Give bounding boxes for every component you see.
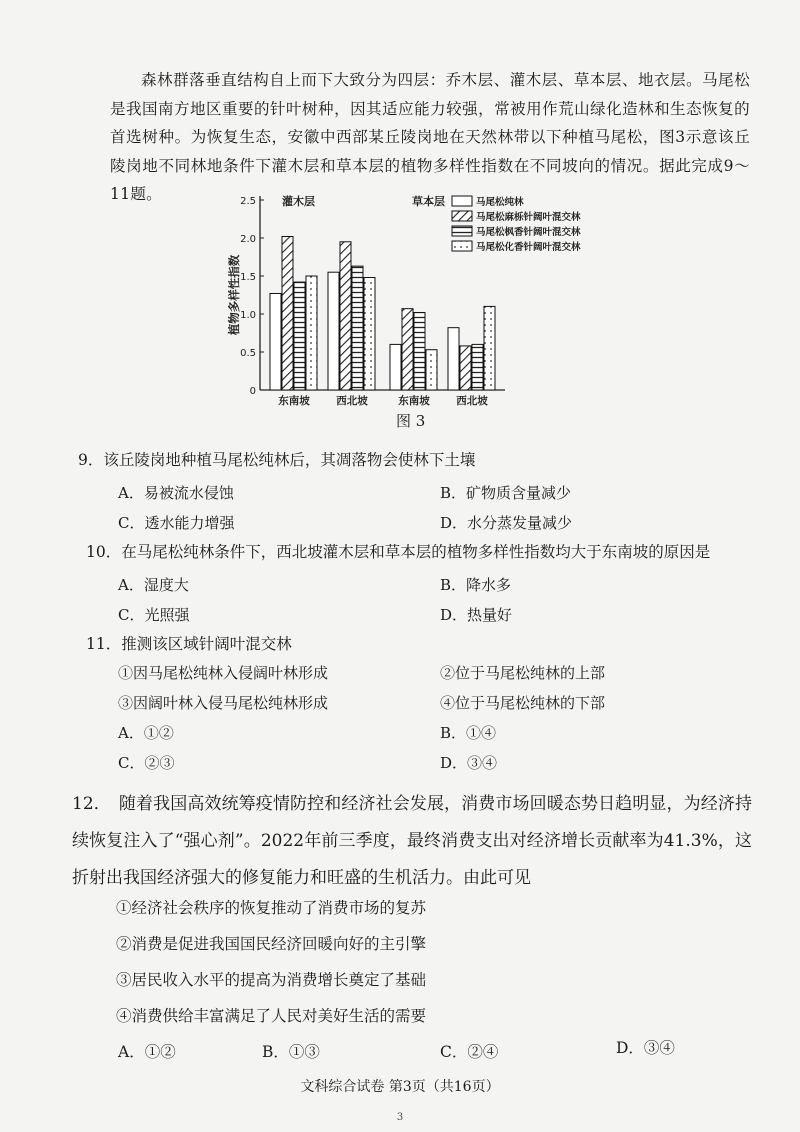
q10-option-d[interactable]: D．热量好 [440, 606, 513, 624]
legend-label: 马尾松枫香针阔叶混交林 [476, 227, 581, 238]
bar [294, 282, 305, 390]
q12-option-d[interactable]: D．③④ [616, 1039, 675, 1057]
chart-bars [270, 236, 495, 390]
x-category-label: 西北坡 [456, 395, 488, 407]
bar [328, 272, 339, 390]
y-tick-label: 2.5 [240, 196, 256, 207]
page-footer: 文科综合试卷 第3页（共16页） [300, 1079, 500, 1095]
bar [352, 266, 363, 390]
bar-chart [200, 190, 620, 420]
q12-statement-3: ③居民收入水平的提高为消费增长奠定了基础 [116, 971, 427, 989]
bar [282, 236, 293, 390]
q9-option-b[interactable]: B．矿物质含量减少 [440, 484, 572, 502]
y-tick-label: 1.5 [240, 272, 256, 283]
bar [306, 276, 317, 390]
question-10-stem: 10．在马尾松纯林条件下，西北坡灌木层和草本层的植物多样性指数均大于东南坡的原因是 [86, 543, 711, 561]
legend-swatch [452, 226, 472, 236]
bar [270, 293, 281, 390]
figure-caption: 图 3 [396, 412, 426, 430]
q11-option-d[interactable]: D．③④ [440, 754, 498, 772]
legend-swatch [452, 241, 472, 251]
bar [484, 306, 495, 390]
q11-option-b[interactable]: B．①④ [440, 724, 497, 742]
x-category-label: 东南坡 [398, 395, 430, 407]
panel-title: 灌木层 [282, 195, 315, 208]
q11-option-c[interactable]: C．②③ [118, 754, 175, 772]
bar [460, 346, 471, 390]
question-11-stem: 11．推测该区域针阔叶混交林 [86, 635, 292, 653]
q12-statement-1: ①经济社会秩序的恢复推动了消费市场的复苏 [116, 899, 427, 917]
question-12-number: 12． [72, 794, 111, 814]
bar [364, 278, 375, 390]
y-axis-label: 植物多样性指数 [227, 254, 241, 336]
y-tick-label: 0 [249, 386, 256, 397]
legend-swatch [452, 211, 472, 221]
y-tick-label: 1.0 [240, 310, 256, 321]
bar [426, 350, 437, 390]
q12-option-a[interactable]: A．①② [118, 1043, 176, 1061]
q10-option-a[interactable]: A．湿度大 [118, 576, 189, 594]
y-tick-label: 2.0 [240, 234, 256, 245]
y-tick-label: 0.5 [240, 348, 256, 359]
bar [414, 312, 425, 390]
q11-option-a[interactable]: A．①② [118, 724, 174, 742]
legend-label: 马尾松纯林 [476, 197, 524, 208]
intro-text: 森林群落垂直结构自上而下大致分为四层：乔木层、灌木层、草本层、地衣层。马尾松是我国南方地区重要的针叶树种，因其适应能力较强，常被用作荒山绿化造林和生态恢复的首选树种。为恢复生态，安徽中西部某丘陵岗地在天然林带以下种植马尾松，图3示意该丘陵岗地不同林地条件下灌木层和草本层的植物多样性指数在不同坡向的情况。据此完成9～11题。 [110, 71, 750, 203]
q10-option-c[interactable]: C．光照强 [118, 606, 190, 624]
q11-statement-2: ②位于马尾松纯林的上部 [440, 664, 606, 682]
figure-3 [200, 190, 620, 440]
q12-statement-4: ④消费供给丰富满足了人民对美好生活的需要 [116, 1007, 427, 1025]
q9-option-c[interactable]: C．透水能力增强 [118, 514, 235, 532]
q12-statement-2: ②消费是促进我国国民经济回暖向好的主引擎 [116, 935, 427, 953]
bar [340, 242, 351, 390]
q11-statement-3: ③因阔叶林入侵马尾松纯林形成 [118, 694, 329, 712]
q11-statement-4: ④位于马尾松纯林的下部 [440, 694, 606, 712]
legend-swatch [452, 196, 472, 206]
page-number: 3 [396, 1112, 404, 1123]
chart-legend [452, 196, 581, 253]
q12-option-b[interactable]: B．①③ [262, 1043, 320, 1061]
bar [472, 344, 483, 390]
question-9-stem: 9．该丘陵岗地种植马尾松纯林后，其凋落物会使林下土壤 [78, 451, 476, 469]
q9-option-a[interactable]: A．易被流水侵蚀 [118, 484, 234, 502]
x-category-label: 东南坡 [278, 395, 310, 407]
panel-title: 草本层 [412, 195, 445, 208]
q10-option-b[interactable]: B．降水多 [440, 576, 512, 594]
legend-label: 马尾松麻栎针阔叶混交林 [476, 212, 581, 223]
question-12-stem [72, 786, 752, 897]
x-category-label: 西北坡 [336, 395, 368, 407]
q12-option-c[interactable]: C．②④ [440, 1043, 499, 1061]
question-12-text: 随着我国高效统筹疫情防控和经济社会发展，消费市场回暖态势日趋明显，为经济持续恢复注入了“强心剂”。2022年前三季度，最终消费支出对经济增长贡献率为41.3%，这折射出我国经济强大的修复能力和旺盛的生机活力。由此可见 [72, 794, 753, 888]
bar [448, 328, 459, 390]
q9-option-d[interactable]: D．水分蒸发量减少 [440, 514, 573, 532]
bar [402, 309, 413, 390]
legend-label: 马尾松化香针阔叶混交林 [476, 242, 581, 253]
intro-passage [110, 66, 750, 209]
bar [390, 344, 401, 390]
q11-statement-1: ①因马尾松纯林入侵阔叶林形成 [118, 664, 329, 682]
